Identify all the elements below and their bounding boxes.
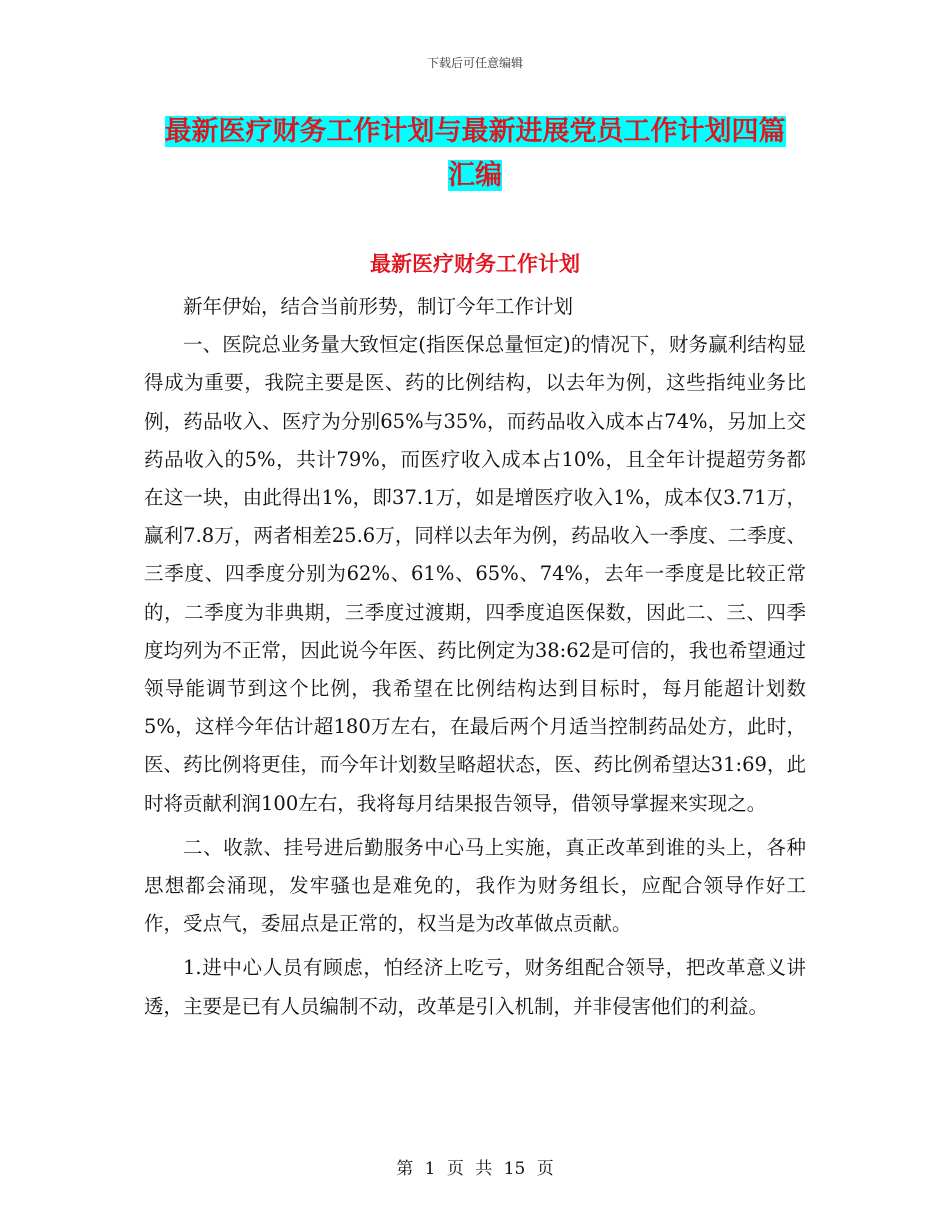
section-title: 最新医疗财务工作计划 xyxy=(370,251,580,276)
paragraph-intro: 新年伊始，结合当前形势，制订今年工作计划 xyxy=(183,295,574,318)
document-title xyxy=(0,110,950,198)
header-note: 下载后可任意编辑 xyxy=(426,56,523,70)
page-footer: 第 1 页 共 15 页 xyxy=(396,1159,554,1179)
paragraph-1: 一、医院总业务量大致恒定(指医保总量恒定)的情况下，财务赢利结构显得成为重要，我院主要是医、药的比例结构，以去年为例，这些指纯业务比例，药品收入、医疗为分别65%与35%，而药品收入成本占74%，另加上交药品收入的5%，共计79%，而医疗收入成本占10%，且全年计提超劳务都在这一块，由此得出1%，即37.1万，如是增医疗收入1%，成本仅3.71万，赢利7.8万，两者相差25.6万，同样以去年为例，药品收入一季度、二季度、三季度、四季度分别为62%、61%、65%、74%，去年一季度是比较正常的，二季度为非典期，三季度过渡期，四季度追医保数，因此二、三、四季度均列为不正常，因此说今年医、药比例定为38:62是可信的，我也希望通过领导能调节到这个比例，我希望在比例结构达到目标时，每月能超计划数5%，这样今年估计超180万左右，在最后两个月适当控制药品处方，此时，医、药比例将更佳，而今年计划数呈略超状态，医、药比例希望达31:69，此时将贡献利润100左右，我将每月结果报告领导，借领导掌握来实现之。 xyxy=(144,333,806,815)
body-text xyxy=(144,288,806,1026)
paragraph-3: 1.进中心人员有顾虑，怕经济上吃亏，财务组配合领导，把改革意义讲透，主要是已有人员编制不动，改革是引入机制，并非侵害他们的利益。 xyxy=(144,956,806,1018)
document-title-line-2: 汇编 xyxy=(448,160,502,191)
paragraph-2: 二、收款、挂号进后勤服务中心马上实施，真正改革到谁的头上，各种思想都会涌现，发牢骚也是难免的，我作为财务组长，应配合领导作好工作，受点气，委屈点是正常的，权当是为改革做点贡献。 xyxy=(144,835,806,936)
document-title-line-1: 最新医疗财务工作计划与最新进展党员工作计划四篇 xyxy=(164,116,786,147)
